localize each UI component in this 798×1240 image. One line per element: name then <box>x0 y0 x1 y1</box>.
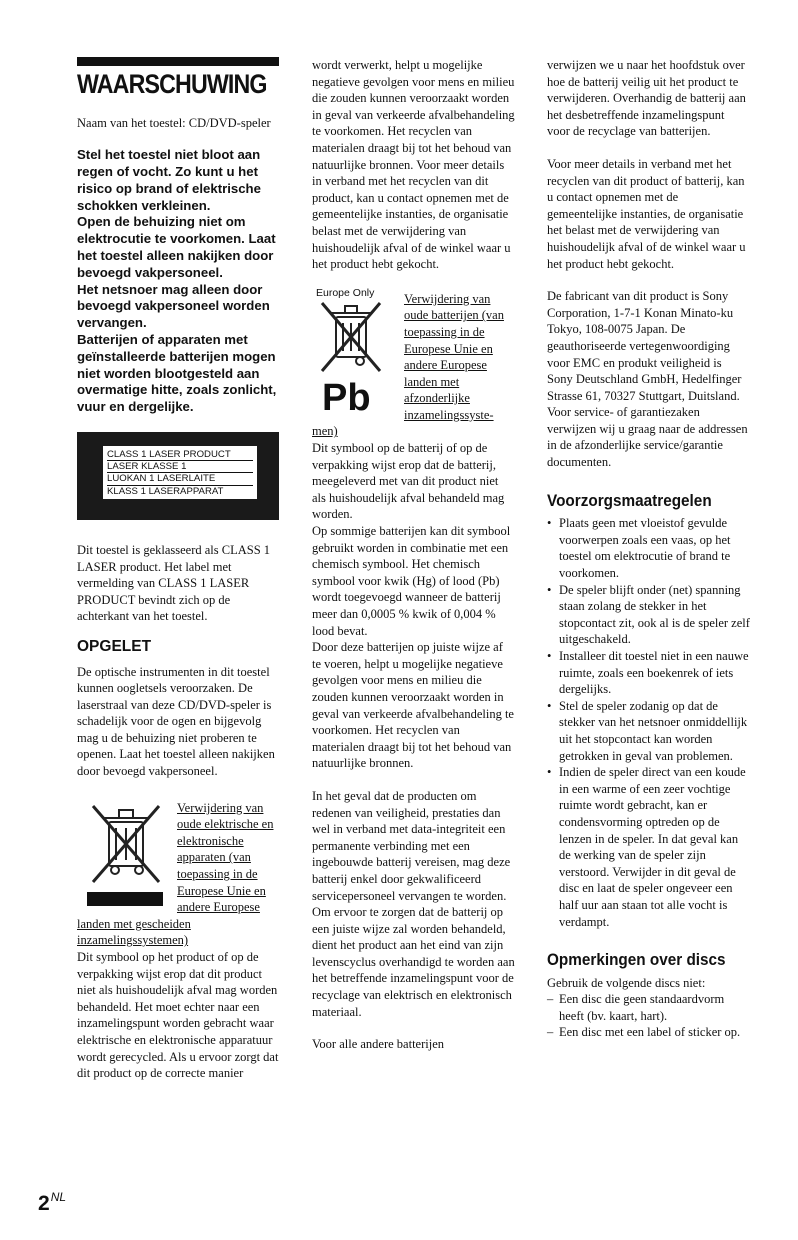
weee-title: Verwijdering van oude elektrische en elektronische apparaten (van toepassing in de Europese Unie en andere Europese landen met gescheiden inzamelingssystemen) <box>77 800 274 948</box>
discs-intro: Gebruik de volgende discs niet: <box>547 975 706 990</box>
warning-text: Stel het toestel niet bloot aan regen of vocht. Zo kunt u het risico op brand of elektrische schokken verkleinen. Open de behuizing niet om elektrocutie te voorkomen. Laat het toestel alleen nakijken door bevoegd vakpersoneel. Het netsnoer mag alleen door bevoegd vakpersoneel worden vervangen. Batterijen of apparaten met geïnstalleerde batterijen mogen niet worden blootgesteld aan overmatige hitte, zoals zonlicht, vuur en dergelijke. <box>77 147 277 415</box>
battery-text-4: In het geval dat de producten om redenen van veiligheid, prestaties dan wel in verband met data-integriteit een permanente verbinding met een ingebouwde batterij vereisen, mag deze batterij enkel door gekwalificeerd servicepersoneel vervangen te worden. Om ervoor te zorgen dat de batterij op een juiste wijze zal worden behandeld, dient het product aan het eind van zijn levenscyclus overhandigd te worden aan het betreffende inzamelingspunt voor de recyclage van elektrisch en elektronisch materiaal. <box>312 788 515 1019</box>
battery-bin-icon <box>312 299 390 375</box>
precautions-list <box>547 515 750 930</box>
col3-top-text: verwijzen we u naar het hoofdstuk over hoe de batterij veilig uit het product te verwijderen. Overhandig de batterij aan het desbetreffende inzamelingspunt voor de recyclage van batterijen. <box>547 58 746 139</box>
column-3 <box>547 57 750 1041</box>
battery-title: Verwijdering van oude batterijen (van toepassing in de Europese Unie en andere Europese landen met afzonderlijke inzamelingssyste-men) <box>312 291 504 439</box>
battery-text-1: Dit symbool op de batterij of op de verpakking wijst erop dat de batterij, meegeleverd met van dit product niet als huishoudelijk afval behandeld mag worden. <box>312 441 505 522</box>
laser-label <box>103 446 257 499</box>
list-item: • Plaats geen met vloeistof gevulde voorwerpen zoals een vaas, op het toestel om elektrocutie of brand te voorkomen. <box>547 515 750 581</box>
laser-label-box <box>77 432 279 520</box>
laser-label-line: LASER KLASSE 1 <box>107 461 253 473</box>
discs-list <box>547 991 750 1041</box>
battery-section <box>312 286 515 440</box>
page-number-value: 2 <box>38 1192 50 1215</box>
precautions-heading: Voorzorgsmaatregelen <box>547 490 712 510</box>
list-item: • Installeer dit toestel niet in een nauwe ruimte, zoals een boekenrek of iets dergelijks. <box>547 648 750 698</box>
page-language: NL <box>50 1190 67 1204</box>
list-item: • De speler blijft onder (net) spanning staan zolang de stekker in het stopcontact zit, ook al is de speler zelf uitgeschakeld. <box>547 582 750 648</box>
manufacturer-text: De fabricant van dit product is Sony Corporation, 1-7-1 Konan Minato-ku Tokyo, 108-0075 Japan. De geauthoriseerde vertegenwoordiging voor EMC en produkt veiligheid is Sony Deutschland GmbH, Hedelfinger Strasse 61, 70327 Stuttgart, Duitsland. Voor service- of garantiezaken verwijzen wij u graag naar de addressen in de afzonderlijke service/garantie documenten. <box>547 289 748 470</box>
title-bar <box>77 57 279 66</box>
page-number <box>38 1192 66 1216</box>
list-item: • Stel de speler zodanig op dat de stekker van het netsnoer onmiddellijk uit het stopcontact kan worden getrokken in geval van problemen. <box>547 698 750 764</box>
class-text: Dit toestel is geklasseerd als CLASS 1 LASER product. Het label met vermelding van CLASS 1 LASER PRODUCT bevindt zich op de achterkant van het toestel. <box>77 542 271 624</box>
column-2 <box>312 57 515 1053</box>
laser-label-line: KLASS 1 LASERAPPARAT <box>107 485 224 497</box>
recycle-text: Voor meer details in verband met het recyclen van dit product of batterij, kan u contact opnemen met de gemeentelijke instanties, de organisatie het belast met de verwijdering van huishoudelijk afval of de winkel waar u het product hebt gekocht. <box>547 156 746 271</box>
discs-heading: Opmerkingen over discs <box>547 950 726 970</box>
crossed-bin-icon <box>83 798 167 908</box>
weee-text: Dit symbool op het product of op de verpakking wijst erop dat dit product niet als huishoudelijk afval mag worden behandeld. Het moet echter naar een inzamelingspunt worden gebracht waar elektrische en elektronische apparatuur wordt gerecycled. Als u ervoor zorgt dat dit product op de correcte manier <box>77 950 279 1081</box>
list-item: – Een disc die geen standaardvorm heeft (bv. kaart, hart). <box>547 991 750 1024</box>
laser-label-line: LUOKAN 1 LASERLAITE <box>107 473 253 485</box>
column-1 <box>77 57 279 1082</box>
list-item: • Indien de speler direct van een koude in een warme of een zeer vochtige ruimte wordt gebracht, kan er condensvorming optreden op de lenzen in de speler. In dat geval kan de werking van de speler zijn verstoord. Verwijder in dit geval de disc en laat de speler ongeveer een half uur aan staan tot alle vocht is verdampt. <box>547 764 750 930</box>
battery-text-3: Door deze batterijen op juiste wijze af te voeren, helpt u mogelijke negatieve gevolgen voor mens en milieu die zouden kunnen veroorzaakt worden in geval van verkeerde afvalbehandeling te voorkomen. Het recyclen van materialen draagt bij tot het behoud van natuurlijke bronnen. <box>312 640 514 771</box>
europe-only-label: Europe Only <box>316 286 375 299</box>
battery-text-5: Voor alle andere batterijen <box>312 1037 445 1052</box>
list-item: – Een disc met een label of sticker op. <box>547 1024 750 1041</box>
pb-label: Pb <box>322 377 371 420</box>
weee-section <box>77 800 279 949</box>
laser-label-line: CLASS 1 LASER PRODUCT <box>107 449 253 461</box>
opgelet-heading: OPGELET <box>77 637 152 655</box>
col2-top-text: wordt verwerkt, helpt u mogelijke negatieve gevolgen voor mens en milieu die zouden kunnen veroorzaakt worden in geval van verkeerde afvalbehandeling te voorkomen. Het recyclen van materialen draagt bij tot het behoud van natuurlijke bronnen. Voor meer details in verband met het recyclen van dit product, kan u contact opnemen met de gemeentelijke instanties, de organisatie belast met de verwijdering van huishoudelijk afval of de winkel waar u het product hebt gekocht. <box>312 58 515 272</box>
device-name: Naam van het toestel: CD/DVD-speler <box>77 115 271 130</box>
battery-text-2: Op sommige batterijen kan dit symbool gebruikt worden in combinatie met een chemisch symbool. Het chemisch symbool voor kwik (Hg) of lood (Pb) wordt toegevoegd wanneer de batterij meer dan 0,0005 % kwik of 0,004 % lood bevat. <box>312 524 511 638</box>
battery-symbol <box>312 287 396 418</box>
opgelet-text: De optische instrumenten in dit toestel kunnen oogletsels veroorzaken. De laserstraal van deze CD/DVD-speler is schadelijk voor de ogen en bijgevolg mag u de behuizing niet proberen te openen. Laat het toestel alleen nakijken door bevoegd vakpersoneel. <box>77 664 275 779</box>
page-title: WAARSCHUWING <box>77 69 267 99</box>
